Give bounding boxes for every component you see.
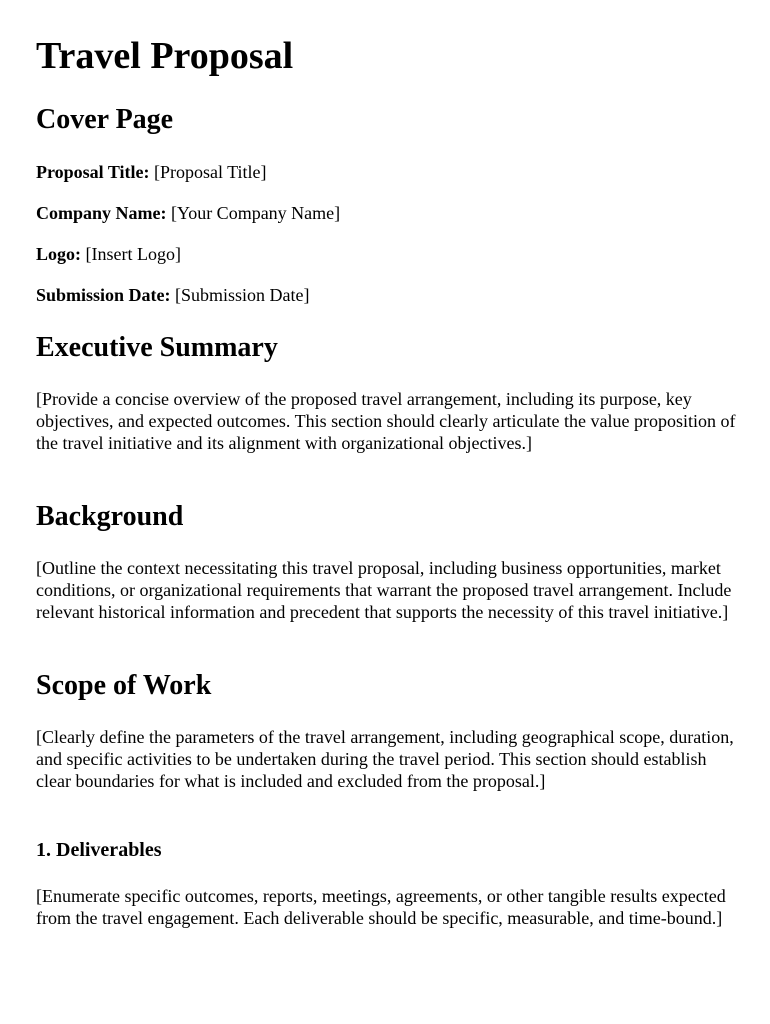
logo-value: [Insert Logo] xyxy=(85,244,181,264)
background-heading: Background xyxy=(36,501,184,532)
background-text: [Outline the context necessitating this travel proposal, including business opportunities, market conditions, or organizational requirements that warrant the proposed travel arrangement. Include relevant historical information and precedent that supports the necessity of this travel initiative.] xyxy=(36,558,732,622)
submission-date-field xyxy=(36,284,310,306)
proposal-title-value: [Proposal Title] xyxy=(154,162,267,182)
deliverables-heading: 1. Deliverables xyxy=(36,839,162,861)
proposal-title-field xyxy=(36,161,267,183)
proposal-title-label: Proposal Title: xyxy=(36,162,150,182)
submission-date-label: Submission Date: xyxy=(36,285,171,305)
scope-of-work-heading: Scope of Work xyxy=(36,670,212,701)
executive-summary-heading: Executive Summary xyxy=(36,332,278,363)
logo-field xyxy=(36,243,181,265)
company-name-label: Company Name: xyxy=(36,203,167,223)
submission-date-value: [Submission Date] xyxy=(175,285,310,305)
company-name-value: [Your Company Name] xyxy=(171,203,341,223)
executive-summary-text: [Provide a concise overview of the proposed travel arrangement, including its purpose, key objectives, and expected outcomes. This section should clearly articulate the value proposition of the travel initiative and its alignment with organizational objectives.] xyxy=(36,389,736,453)
cover-page-heading: Cover Page xyxy=(36,104,174,135)
deliverables-text: [Enumerate specific outcomes, reports, meetings, agreements, or other tangible results expected from the travel engagement. Each deliverable should be specific, measurable, and time-bound.] xyxy=(36,886,726,928)
company-name-field xyxy=(36,202,340,224)
document-title: Travel Proposal xyxy=(36,35,294,77)
logo-label: Logo: xyxy=(36,244,81,264)
scope-of-work-text: [Clearly define the parameters of the travel arrangement, including geographical scope, duration, and specific activities to be undertaken during the travel period. This section should establish clear boundaries for what is included and excluded from the proposal.] xyxy=(36,727,734,791)
